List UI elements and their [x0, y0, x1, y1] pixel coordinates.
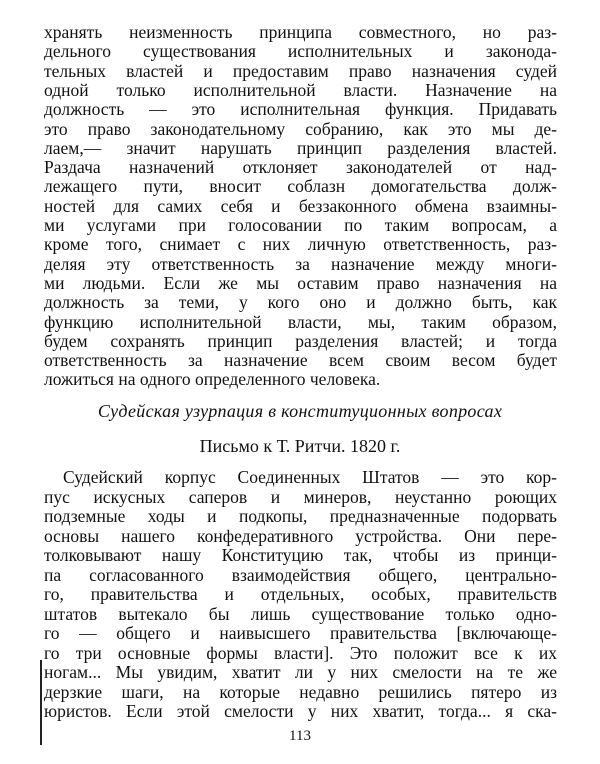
section-heading: Судейская узурпация в конституционных вопросах: [97, 401, 503, 421]
text-line: лаем,— значит нарушать принцип разделения властей.: [44, 137, 557, 158]
text-line: кроме того, снимает с них личную ответственность, раз-: [44, 234, 557, 255]
text-line: лежащего пути, вносит соблазн домогательства долж-: [44, 176, 557, 197]
text-line: штатов вытекало бы лишь существование только одно-: [44, 603, 557, 624]
text-line: го три основные формы власти]. Это положит все к их: [44, 642, 557, 663]
text-line: ностей для самих себя и беззаконного обмена взаимны-: [44, 195, 557, 216]
text-line: ми людьми. Если же мы оставим право назначения на: [44, 272, 557, 293]
letter-title: Письмо к Т. Ритчи. 1820 г.: [199, 436, 401, 456]
text-line: функцию исполнительной власти, мы, таким образом,: [44, 311, 557, 332]
page-number: 113: [289, 728, 311, 744]
text-line: подземные ходы и подкопы, предназначенные подорвать: [44, 506, 557, 526]
text-line: Судейский корпус Соединенных Штатов — это кор-: [63, 467, 557, 487]
text-line: основы нашего конфедеративного устройства. Они пере-: [44, 525, 557, 546]
text-line: ложиться на одного определенного человека.: [44, 369, 381, 390]
text-line: ми услугами при голосовании по таким вопросам, а: [44, 215, 557, 235]
text-line: ответственность за назначение всем своим весом будет: [44, 350, 557, 371]
text-line: хранять неизменность принципа совместного, но раз-: [44, 22, 557, 42]
text-line: дельного существования исполнительных и законода-: [44, 41, 557, 62]
text-line: го — общего и наивысшего правительства [включающе-: [44, 623, 557, 643]
text-line: па согласованного взаимодействия общего, центрально-: [44, 564, 557, 585]
text-line: деляя эту ответственность за назначение между многи-: [44, 253, 557, 274]
text-line: это право законодательному собранию, как это мы де-: [44, 118, 557, 139]
text-line: го, правительства и отдельных, особых, правительств: [44, 584, 557, 604]
text-line: должность за теми, у кого оно и должно быть, как: [44, 292, 557, 313]
text-line: Раздача назначений отклоняет законодателей от над-: [44, 157, 557, 178]
text-line: тельных властей и предоставим право назначения судей: [44, 60, 557, 81]
text-line: толковывают нашу Конституцию так, чтобы из принци-: [44, 545, 557, 565]
text-line: пус искусных саперов и минеров, неустанно роющих: [44, 486, 557, 507]
text-line: дерзкие шаги, на которые недавно решились пятеро из: [44, 681, 557, 702]
text-line: юристов. Если этой смелости у них хватит, тогда... я ска-: [44, 701, 557, 721]
text-line: одной только исполнительной власти. Назначение на: [44, 79, 557, 100]
text-line: ногам... Мы увидим, хватит ли у них смелости на те же: [44, 662, 557, 682]
text-line: должность — это исполнительная функция. Придавать: [44, 99, 557, 120]
text-line: будем сохранять принцип разделения властей; и тогда: [44, 330, 557, 351]
